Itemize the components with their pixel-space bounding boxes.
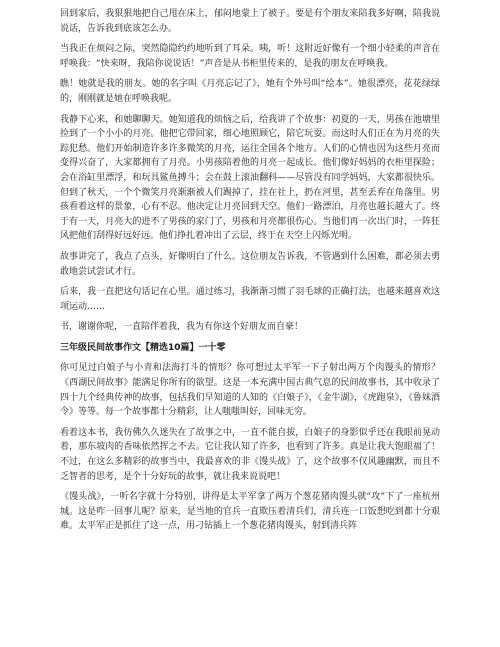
paragraph-2: 当我正在烦闷之际，突然隐隐约约地听到了耳朵。咦，听！这附近好像有一个细小轻柔的声音在呼唤我：“快来呀，我陪你说说话！”声音是从书柜里传来的，是我的朋友在呼唤我。: [60, 44, 440, 69]
paragraph-1: 回到家后，我狠狠地把自己甩在床上，郁闷地蒙上了被子。要是有个朋友来陪我多好啊，陪我说说话，告诉我到底该怎么办。: [60, 9, 440, 34]
paragraph-10: 《馒头战》，一听名字就十分特别，讲得是太平军拿了两万个葱花猪肉馒头就“攻”下了一座杭州城。这是咋一回事儿呢？原来，是当地的官兵一直欺压着清兵们，清兵连一口饭想吃到都十分艰难。太平军正是抓住了这一点，用刁钻插上一个葱花猪肉馒头，射到清兵阵: [60, 492, 440, 532]
paragraph-5: 故事讲完了，我点了点头，好像明白了什么。这位朋友告诉我，不管遇到什么困难，都必须去勇敢地尝试尝试才行。: [60, 251, 440, 277]
paragraph-7: 书，谢谢你呢，一直陪伴着我，我为有你这个好朋友而自豪！: [60, 322, 304, 333]
paragraph-9: 看着这本书，我仿佛久久迷失在了故事之中，一直不能自拔，白娘子的身影似乎还在我眼前晃动着，那东坡肉的香味依然挥之不去。它让我认知了许多，也看到了许多。真是让我大饱眼福了！不过，在这么多精彩的故事当中，我最喜欢的非《馒头战》了，这个故事不仅风趣幽默，而且不乏智者的思考，是个十分好玩的故事，就让我来说说吧！: [60, 427, 440, 482]
section-title: 三年级民间故事作文【精选10篇】一十零: [60, 342, 226, 353]
paragraph-4: 我静下心来，和她聊聊天。她知道我的烦恼之后，给我讲了个故事：初夏的一天，男孩在池塘里捡到了一个小小的月亮。他把它带回家，细心地照顾它，陪它玩耍。而这时人们正在为月亮的失踪犯愁。他们开始制造许多许多微笑的月亮，运往全国各个地方。人们的心情也因为这些月亮而变得兴奋了，大家都拥有了月亮。小男孩陪着他的月亮一起成长。他们像好妈妈的衣柜里探险；会在浴缸里漂浮，和玩具鲨鱼搏斗；会在鼓上滚油翻科——尽管没有同学妈妈，大家都很快乐。但到了秋天，一个个微笑月亮渐渐被人们踢掉了，挂在社上，扔在河里，甚至丢弃在角落里。男孩看着这样的景象，心有不忍。他决定让月亮回到天空。他们一路漂泊，月亮也越长越大了。终于有一天，月亮大的进不了男孩的家门了，男孩和月亮都很伤心。当他们再一次出门时，一阵狂风把他们刮得好远好远。他们挣扎着冲出了云层，终于在天空上闪烁光明。: [60, 114, 440, 242]
paragraph-3: 瞧！她就是我的朋友。她的名字叫《月亮忘记了》，她有个外号叫“绘本”。她很漂亮，花花绿绿的，刚刚就是她在呼唤我呢。: [60, 79, 440, 104]
paragraph-6: 后来，我一直把这句话记在心里。通过练习，我渐渐习惯了羽毛球的正确打法，也越来越喜欢这项运动……: [60, 287, 440, 312]
paragraph-8: 你可见过白娘子与小青和法海打斗的情形？你可想过太平军一下子射出两万个肉馒头的情形？《西湖民间故事》能满足你所有的欲望。这是一本充满中国古典气息的民间故事书，其中收录了四十九个经典传神的故事，包括我们早知道的人知的《白娘子》，《金牛湖》，《虎跑泉》，《鲁妹酒令》等等。每一个故事都十分精彩，让人嗤嗤叫好，回味无穷。: [60, 363, 440, 418]
